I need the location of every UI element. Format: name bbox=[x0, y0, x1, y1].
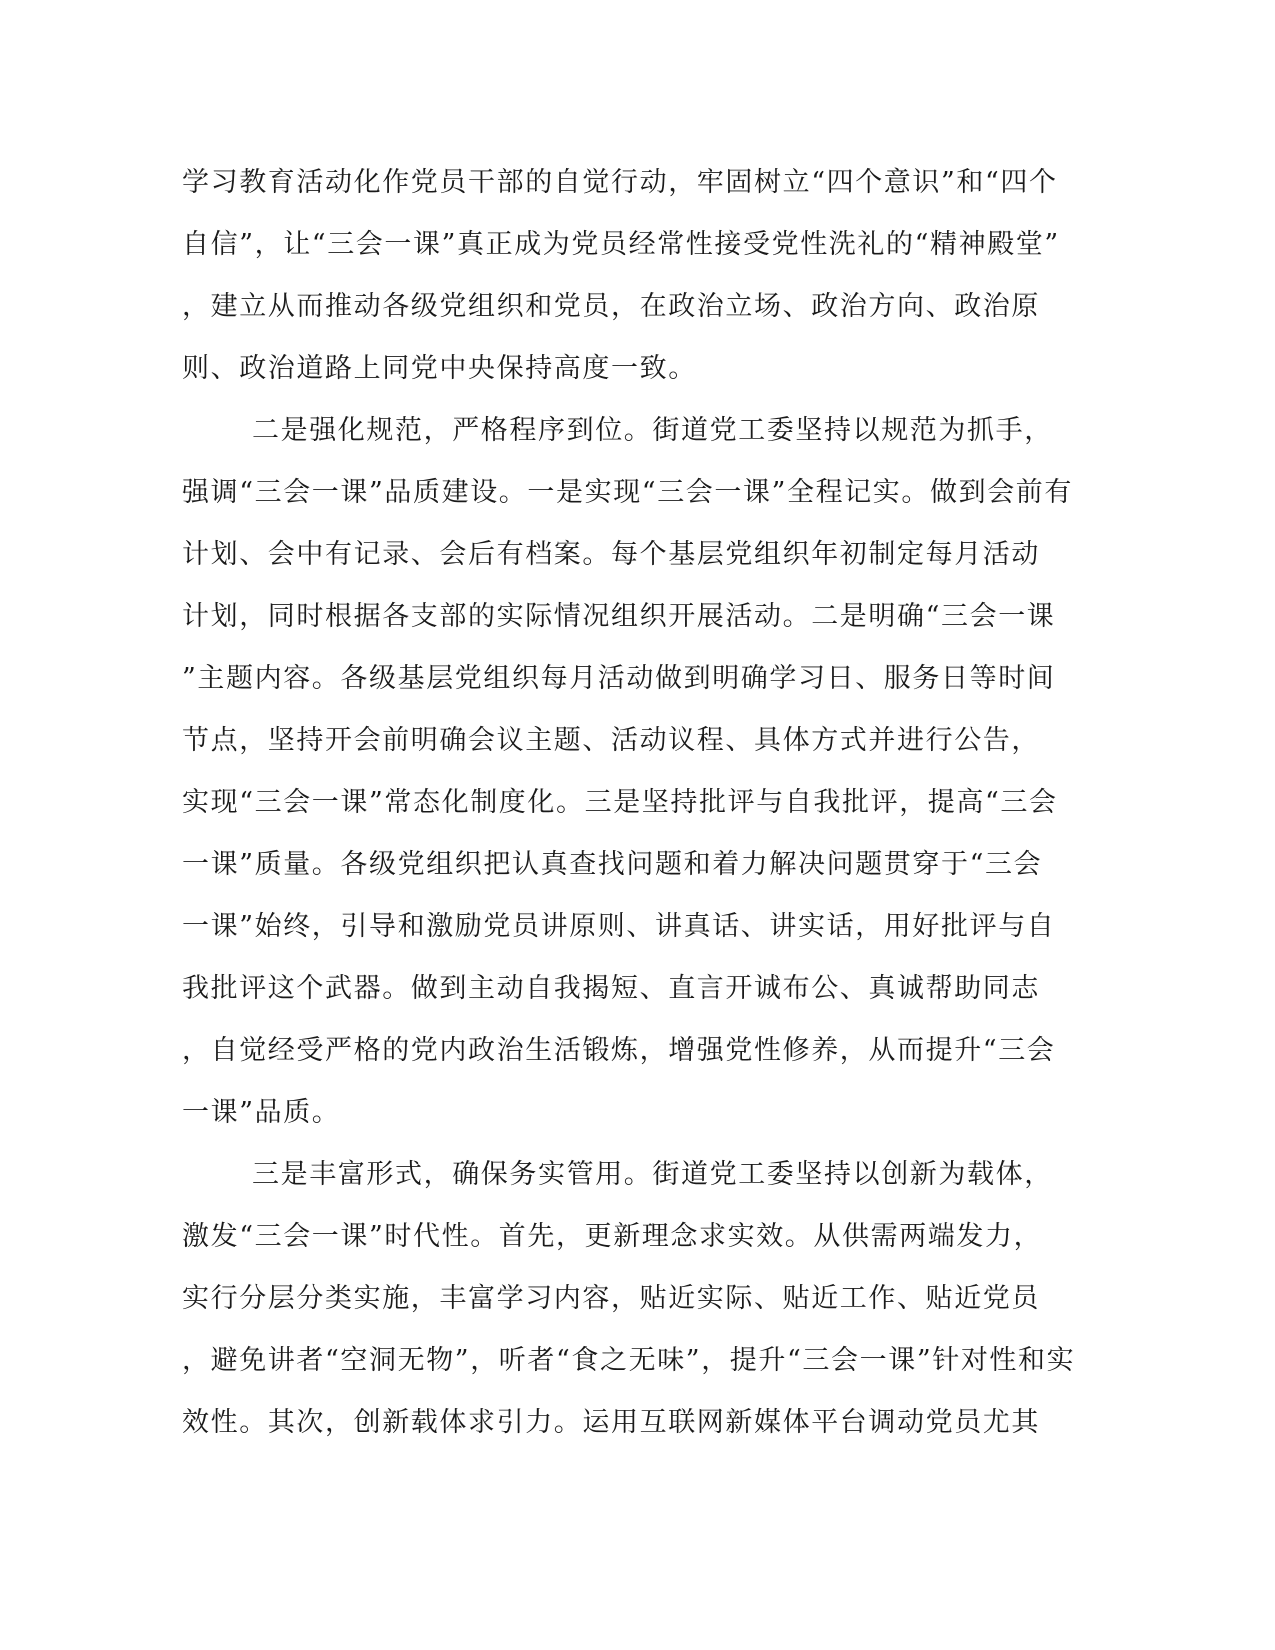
body-text bbox=[182, 152, 1076, 1454]
text-line: 实现“三会一课”常态化制度化。三是坚持批评与自我批评，提高“三会 bbox=[182, 787, 1058, 818]
text-line: 一课”质量。各级党组织把认真查找问题和着力解决问题贯穿于“三会 bbox=[182, 849, 1043, 880]
text-line: ，自觉经受严格的党内政治生活锻炼，增强党性修养，从而提升“三会 bbox=[182, 1035, 1056, 1066]
text-line: ，建立从而推动各级党组织和党员，在政治立场、政治方向、政治原 bbox=[182, 291, 1040, 322]
text-line: 实行分层分类实施，丰富学习内容，贴近实际、贴近工作、贴近党员 bbox=[182, 1283, 1040, 1314]
text-line: 节点，坚持开会前明确会议主题、活动议程、具体方式并进行公告， bbox=[182, 725, 1040, 756]
text-line: 计划、会中有记录、会后有档案。每个基层党组织年初制定每月活动 bbox=[182, 539, 1040, 570]
text-line: 自信”，让“三会一课”真正成为党员经常性接受党性洗礼的“精神殿堂” bbox=[182, 229, 1060, 260]
paragraph-start-line: 二是强化规范，严格程序到位。街道党工委坚持以规范为抓手， bbox=[252, 415, 1053, 446]
text-line: ”主题内容。各级基层党组织每月活动做到明确学习日、服务日等时间 bbox=[182, 663, 1056, 694]
text-line: ，避免讲者“空洞无物”，听者“食之无味”，提升“三会一课”针对性和实 bbox=[182, 1345, 1076, 1376]
text-line: 则、政治道路上同党中央保持高度一致。 bbox=[182, 353, 697, 384]
text-line: 强调“三会一课”品质建设。一是实现“三会一课”全程记实。做到会前有 bbox=[182, 477, 1074, 508]
text-line: 计划，同时根据各支部的实际情况组织开展活动。二是明确“三会一课 bbox=[182, 601, 1056, 632]
text-line: 激发“三会一课”时代性。首先，更新理念求实效。从供需两端发力， bbox=[182, 1221, 1043, 1252]
text-line: 学习教育活动化作党员干部的自觉行动，牢固树立“四个意识”和“四个 bbox=[182, 167, 1058, 198]
paragraph-start-line: 三是丰富形式，确保务实管用。街道党工委坚持以创新为载体， bbox=[252, 1159, 1053, 1190]
text-line: 效性。其次，创新载体求引力。运用互联网新媒体平台调动党员尤其 bbox=[182, 1407, 1040, 1438]
text-line: 一课”始终，引导和激励党员讲原则、讲真话、讲实话，用好批评与自 bbox=[182, 911, 1056, 942]
text-line: 我批评这个武器。做到主动自我揭短、直言开诚布公、真诚帮助同志 bbox=[182, 973, 1040, 1004]
text-line: 一课”品质。 bbox=[182, 1097, 341, 1128]
